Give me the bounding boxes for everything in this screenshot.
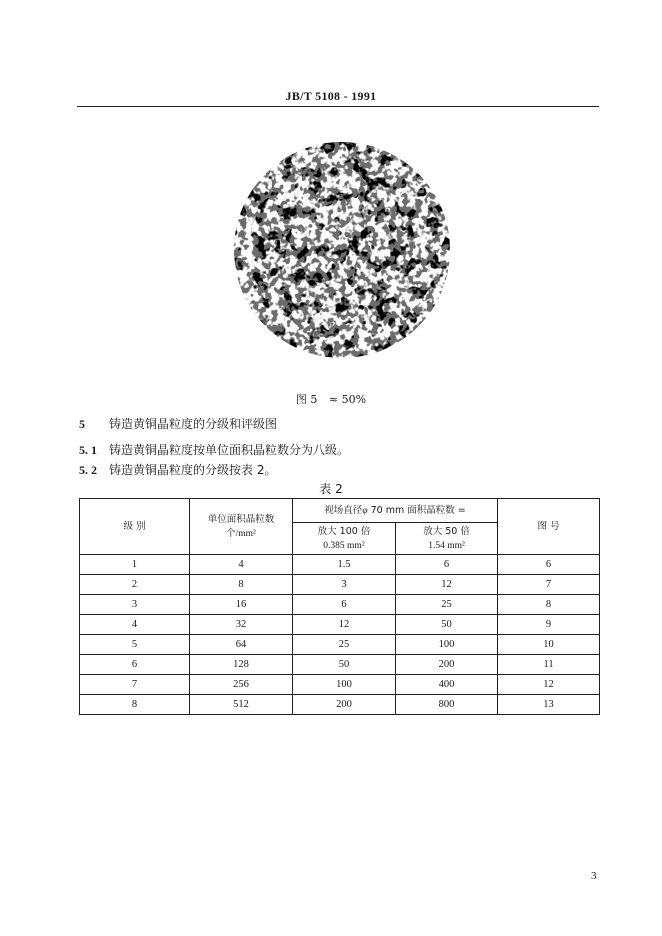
figure-magnification: ≈ 50%: [328, 393, 367, 406]
table-row: [80, 695, 600, 715]
figure-label: 图 5: [295, 393, 318, 406]
page-number: 3: [591, 870, 597, 882]
header-unit-area: [190, 499, 293, 555]
header-unit-line2: 个/mm²: [226, 528, 256, 539]
cell-unit: 16: [190, 595, 293, 615]
table-row: [80, 675, 600, 695]
paragraph-5-2: [79, 461, 276, 478]
cell-grade: 1: [80, 555, 190, 575]
paragraph-5-1: [79, 441, 349, 458]
cell-x50: 800: [396, 695, 498, 715]
grain-size-table: [79, 498, 600, 715]
document-header: JB/T 5108 - 1991: [285, 89, 377, 103]
cell-fig: 7: [498, 575, 600, 595]
cell-x50: 100: [396, 635, 498, 655]
phi-symbol: φ: [362, 505, 368, 516]
cell-x50: 12: [396, 575, 498, 595]
cell-grade: 5: [80, 635, 190, 655]
figure-caption: [0, 391, 662, 407]
cell-x100: 1.5: [293, 555, 396, 575]
cell-x50: 25: [396, 595, 498, 615]
clause-text: 铸造黄铜晶粒度按单位面积晶粒数分为八级。: [109, 443, 350, 457]
clause-text: 铸造黄铜晶粒度的分级按表 2。: [109, 463, 277, 477]
cell-fig: 10: [498, 635, 600, 655]
cell-unit: 64: [190, 635, 293, 655]
cell-x100: 200: [293, 695, 396, 715]
cell-unit: 256: [190, 675, 293, 695]
cell-unit: 512: [190, 695, 293, 715]
cell-x50: 200: [396, 655, 498, 675]
cell-x100: 25: [293, 635, 396, 655]
cell-fig: 11: [498, 655, 600, 675]
cell-unit: 32: [190, 615, 293, 635]
header-unit-line1: 单位面积晶粒数: [207, 513, 275, 525]
cell-fig: 6: [498, 555, 600, 575]
table-title: 表 2: [319, 482, 343, 496]
header-field-post: 70 mm 面积晶粒数 =: [367, 504, 466, 516]
table-row: [80, 555, 600, 575]
cell-fig: 9: [498, 615, 600, 635]
header-field-pre: 视场直径: [324, 504, 363, 516]
header-grade: 级 别: [80, 499, 190, 555]
header-x100-line1: 放大 100 倍: [317, 525, 371, 537]
cell-grade: 7: [80, 675, 190, 695]
header-field-of-view: [293, 499, 498, 523]
cell-unit: 4: [190, 555, 293, 575]
cell-grade: 8: [80, 695, 190, 715]
section-number: 5: [79, 417, 85, 431]
cell-grade: 3: [80, 595, 190, 615]
cell-fig: 13: [498, 695, 600, 715]
cell-x50: 400: [396, 675, 498, 695]
header-divider: [77, 106, 599, 107]
header-x50-line2: 1.54 mm²: [428, 540, 465, 551]
cell-x100: 50: [293, 655, 396, 675]
cell-x50: 6: [396, 555, 498, 575]
header-x100: [293, 523, 396, 555]
cell-x100: 100: [293, 675, 396, 695]
table-row: [80, 635, 600, 655]
cell-unit: 8: [190, 575, 293, 595]
header-figure-no: 图 号: [498, 499, 600, 555]
header-x50-line1: 放大 50 倍: [423, 525, 470, 537]
header-x100-line2: 0.385 mm²: [323, 540, 365, 551]
clause-number: 5. 2: [79, 463, 97, 477]
clause-number: 5. 1: [79, 443, 97, 457]
cell-grade: 6: [80, 655, 190, 675]
table-row: [80, 595, 600, 615]
cell-x100: 12: [293, 615, 396, 635]
cell-x100: 3: [293, 575, 396, 595]
cell-fig: 8: [498, 595, 600, 615]
header-x50: [396, 523, 498, 555]
cell-x50: 50: [396, 615, 498, 635]
cell-unit: 128: [190, 655, 293, 675]
cell-fig: 12: [498, 675, 600, 695]
cell-grade: 4: [80, 615, 190, 635]
cell-grade: 2: [80, 575, 190, 595]
micrograph-image: [228, 138, 456, 363]
section-title-text: 铸造黄铜晶粒度的分级和评级图: [109, 417, 278, 431]
section-title: [79, 415, 277, 432]
table-row: [80, 615, 600, 635]
table-row: [80, 575, 600, 595]
table-row: [80, 655, 600, 675]
cell-x100: 6: [293, 595, 396, 615]
